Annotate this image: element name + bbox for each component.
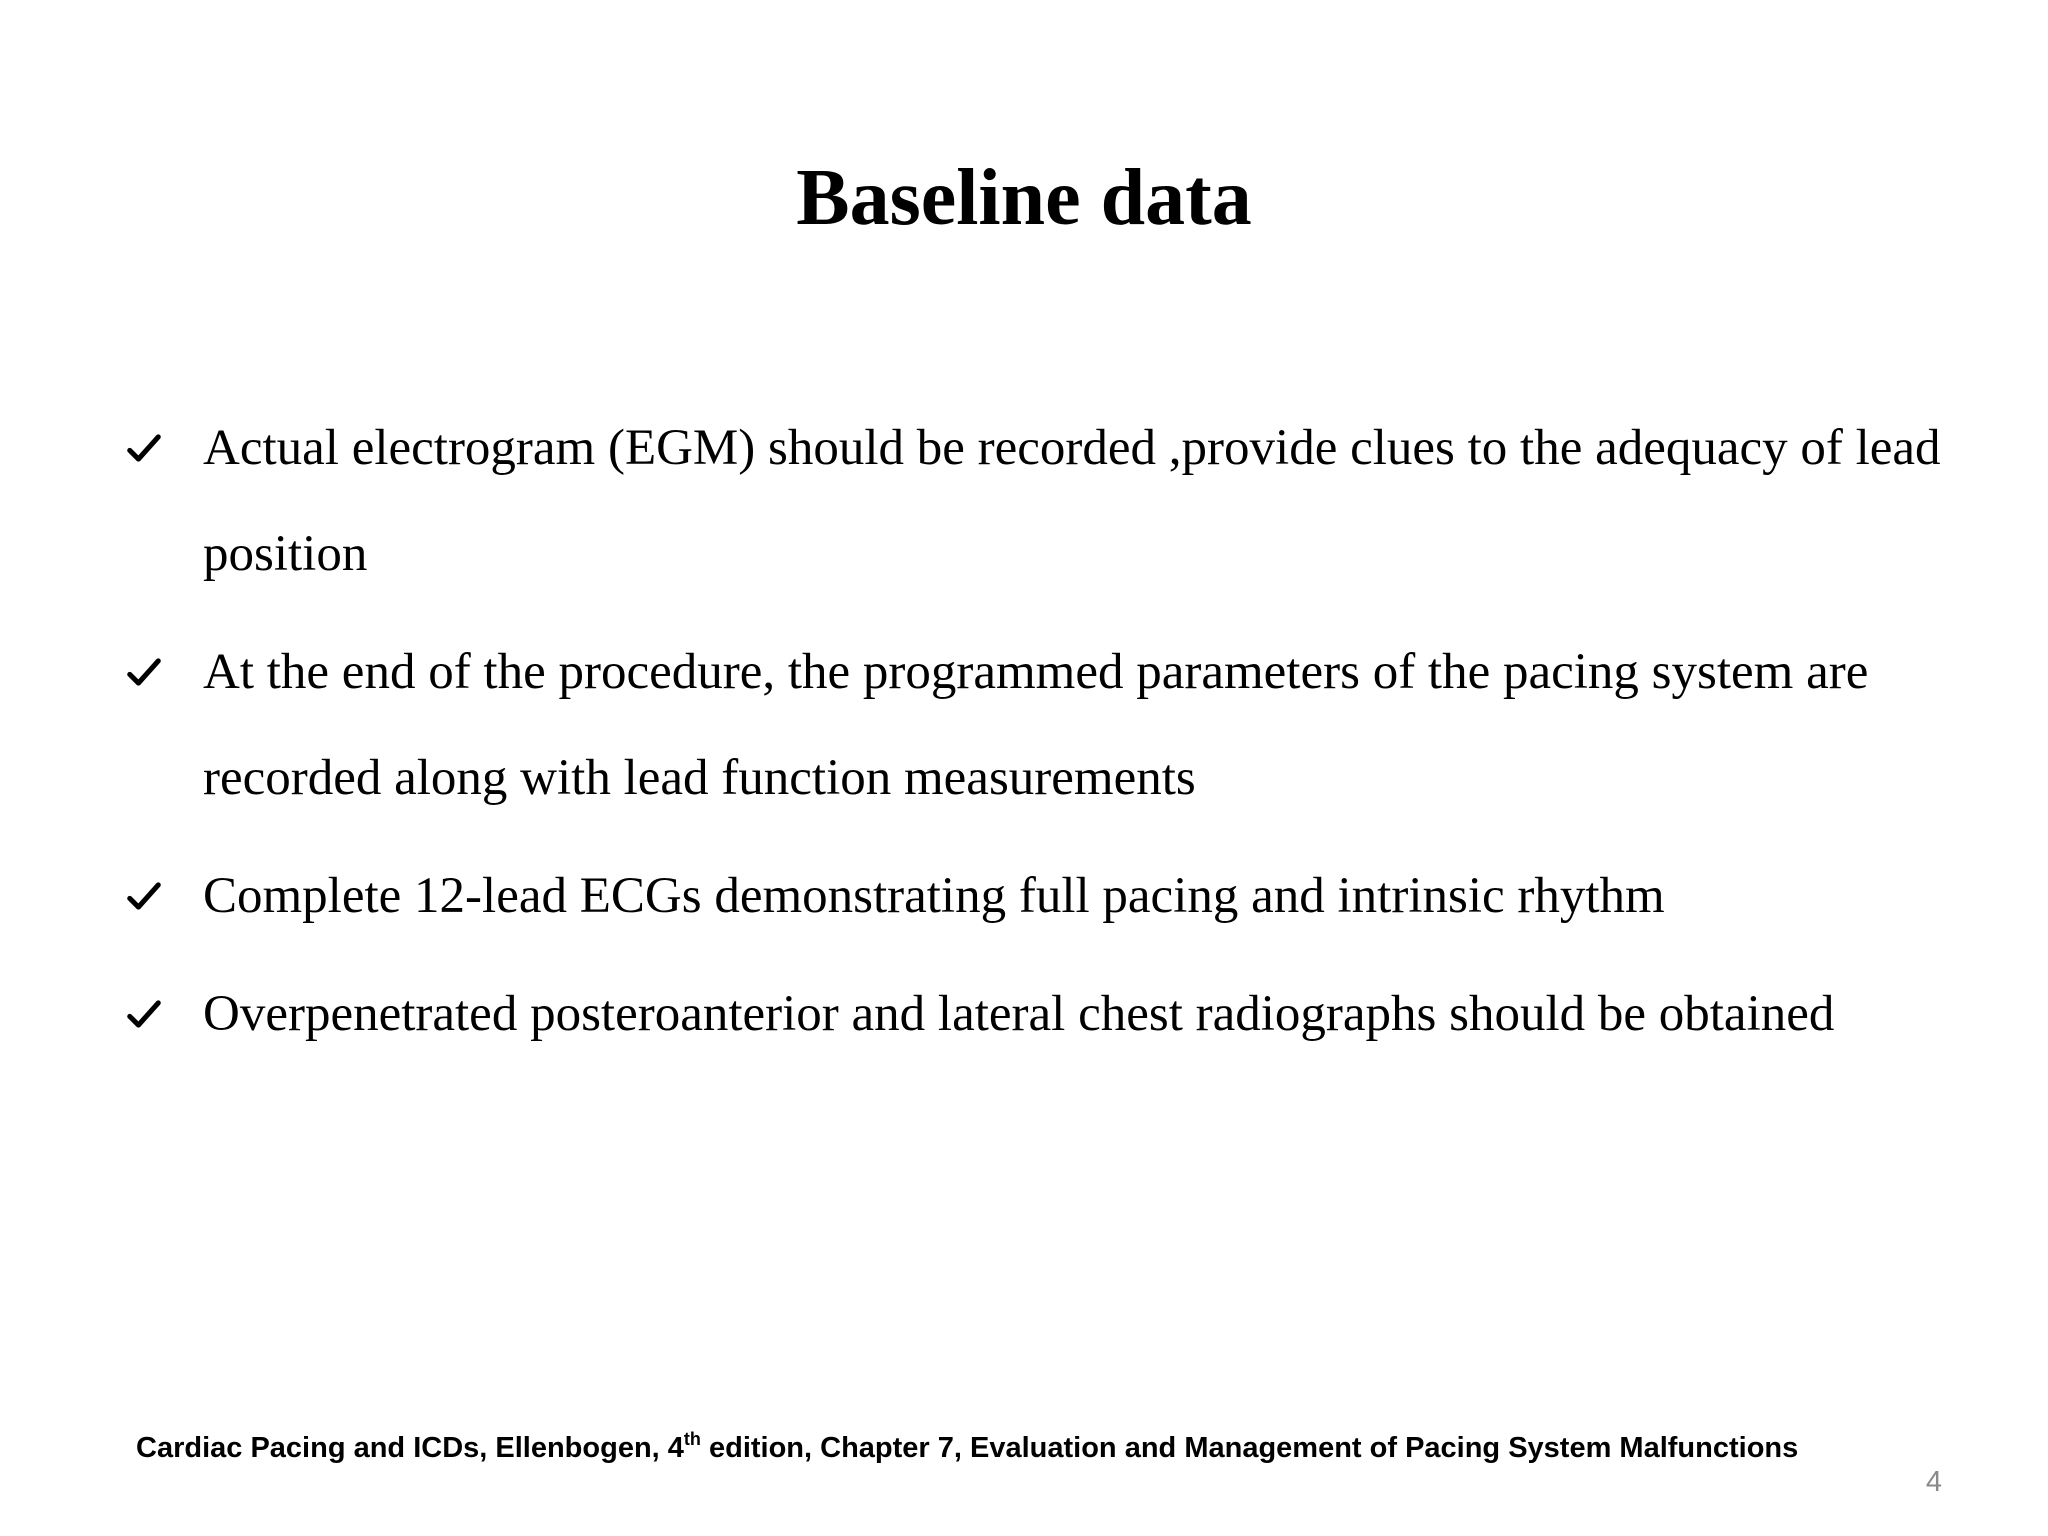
check-icon	[125, 843, 203, 949]
check-icon	[125, 395, 203, 501]
list-item	[125, 843, 1985, 949]
citation-footnote	[136, 1428, 1798, 1468]
check-icon	[125, 961, 203, 1067]
list-item	[125, 961, 1985, 1067]
page-number: 4	[1925, 1466, 1942, 1498]
footnote-superscript: th	[683, 1429, 701, 1449]
footnote-prefix: Cardiac Pacing and ICDs, Ellenbogen, 4	[136, 1432, 684, 1464]
bullet-text: Overpenetrated posteroanterior and lateral chest radiographs should be obtained	[203, 986, 1835, 1042]
bullet-text: Actual electrogram (EGM) should be recorded ,provide clues to the adequacy of lead position	[203, 420, 1941, 582]
bullet-text: Complete 12-lead ECGs demonstrating full pacing and intrinsic rhythm	[203, 868, 1665, 924]
list-item	[125, 395, 1985, 607]
check-icon	[125, 619, 203, 725]
bullet-text: At the end of the procedure, the programmed parameters of the pacing system are recorded along with lead function measurements	[203, 644, 1869, 806]
footnote-suffix: edition, Chapter 7, Evaluation and Management of Pacing System Malfunctions	[700, 1432, 1799, 1464]
bullet-list	[125, 395, 1985, 1079]
list-item	[125, 619, 1985, 831]
slide-title: Baseline data	[796, 154, 1252, 242]
